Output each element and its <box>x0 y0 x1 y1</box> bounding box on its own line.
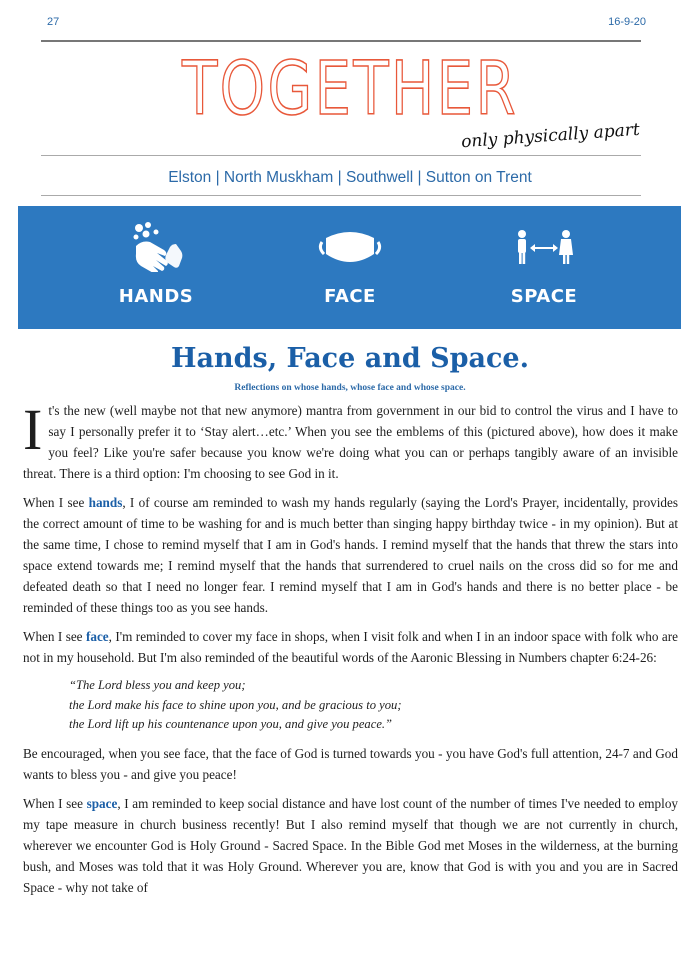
masthead-tagline: only physically apart <box>460 119 641 153</box>
article-body <box>23 397 679 906</box>
paragraph-encouragement: Be encouraged, when you see face, that the face of God is turned towards you - you have God's full attention, 24-7 and God wants to bless you - and give you peace! <box>23 745 678 782</box>
aaronic-blessing-quote <box>69 676 678 735</box>
parish-list: Elston | North Muskham | Southwell | Sutton on Trent <box>168 169 532 186</box>
quote-line: “The Lord bless you and keep you; <box>69 678 246 692</box>
social-distance-icon <box>444 220 644 272</box>
keyword-hands: hands <box>88 495 123 510</box>
paragraph-face-text: , I'm reminded to cover my face in shops, when I visit folk and when I in an indoor space with folk who are not in my household. But I'm also reminded of the beautiful words of the Aaronic Blessing in Numbers chapter 6:24-26: <box>23 629 678 665</box>
banner-label-face: FACE <box>324 286 376 307</box>
paragraph-intro <box>23 397 678 484</box>
face-mask-icon <box>250 220 450 272</box>
banner-label-space: SPACE <box>510 286 578 307</box>
article-heading: Hands, Face and Space. <box>170 343 529 374</box>
masthead-title: TOGETHER <box>182 46 518 132</box>
banner-item-face <box>250 206 450 329</box>
article-subheading: Reflections on whose hands, whose face and whose space. <box>234 383 466 393</box>
paragraph-face-lead: When I see <box>23 629 86 644</box>
page-number: 27 <box>47 16 60 28</box>
keyword-face: face <box>85 629 109 644</box>
masthead-divider <box>41 155 641 156</box>
issue-date: 16-9-20 <box>608 16 646 28</box>
quote-line: the Lord lift up his countenance upon you, and give you peace.” <box>69 717 393 731</box>
banner-item-space <box>444 206 644 329</box>
paragraph-space <box>23 793 678 898</box>
banner-item-hands <box>56 206 256 329</box>
paragraph-hands <box>23 492 678 618</box>
paragraph-hands-text: , I of course am reminded to wash my hands regularly (saying the Lord's Prayer, incidentally, provides the correct amount of time to be washing for and is much better than singing happy birthday twice - in my opinion). But at the same time, I chose to remind myself that I am in God's hands. I remind myself that the hands that threw the stars into space extend towards me; I remind myself that the hands that surrendered to cruel nails on the cross did so for me and defeated death so that I need no longer fear. I remind myself that I am in God's hands and there is no better place - be reminded of these things too as you see hands. <box>23 495 679 615</box>
top-divider <box>41 40 641 42</box>
banner-label-hands: HANDS <box>118 286 194 307</box>
paragraph-space-lead: When I see <box>23 795 87 811</box>
parish-divider <box>41 195 641 196</box>
keyword-space: space <box>86 795 118 811</box>
hand-washing-icon <box>56 220 256 272</box>
paragraph-face <box>23 626 678 668</box>
paragraph-intro-text: t's the new (well maybe not that new anymore) mantra from government in our bid to control the virus and I have to say I personally prefer it to ‘Stay alert…etc.’ When you see the emblems of this (pictured above), how does it make you feel? Like you're safer because you know we're doing what you can or perhaps tangibly aware of an invisible threat. There is a third option: I'm choosing to see God in it. <box>23 403 678 481</box>
paragraph-space-text: , I am reminded to keep social distance and have lost count of the number of times I've needed to employ my tape measure in church business recently! But I also remind myself that though we are not currently in church, wherever we encounter God is Holy Ground - Sacred Space. In the Bible God met Moses in the wilderness, at the burning bush, and Moses was told that it was Holy Ground. Wherever you are, know that God is with you and you are in Sacred Space - why not take of <box>23 795 679 895</box>
paragraph-hands-lead: When I see <box>23 495 89 510</box>
hands-face-space-banner <box>18 206 681 329</box>
drop-cap: I <box>23 397 43 462</box>
quote-line: the Lord make his face to shine upon you, and be gracious to you; <box>69 697 402 712</box>
